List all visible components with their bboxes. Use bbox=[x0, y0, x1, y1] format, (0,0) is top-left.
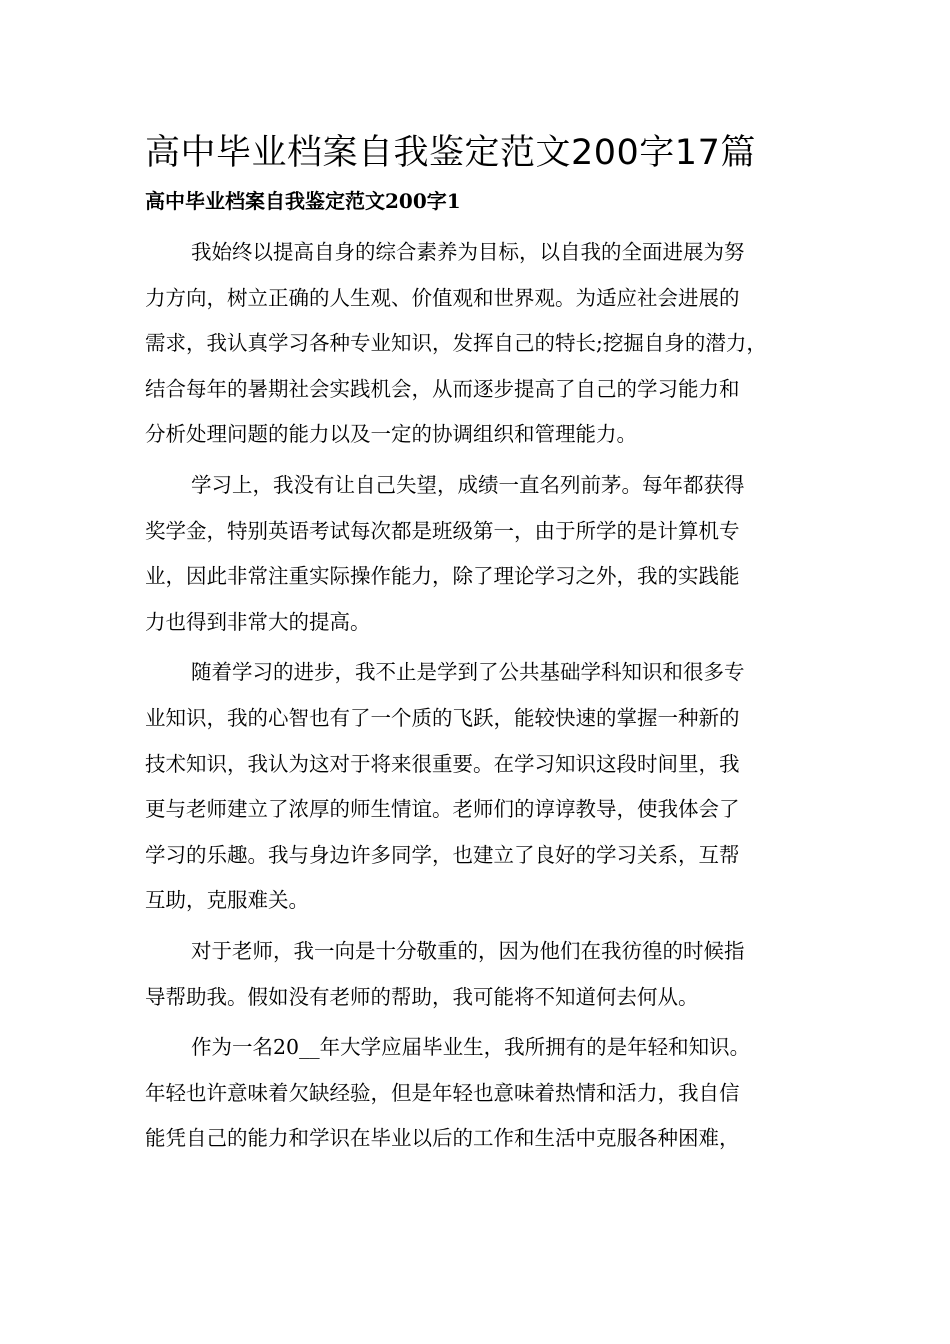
paragraph-line: 年轻也许意味着欠缺经验，但是年轻也意味着热情和活力，我自信 bbox=[145, 1080, 740, 1105]
paragraph-line: 力方向，树立正确的人生观、价值观和世界观。为适应社会进展的 bbox=[145, 285, 740, 310]
paragraph-line: 我始终以提高自身的综合素养为目标，以自我的全面进展为努 bbox=[191, 240, 745, 264]
paragraph-line: 业，因此非常注重实际操作能力，除了理论学习之外，我的实践能 bbox=[145, 564, 740, 589]
paragraph-line: 力也得到非常大的提高。 bbox=[145, 609, 371, 634]
paragraph-line: 导帮助我。假如没有老师的帮助，我可能将不知道何去何从。 bbox=[145, 984, 699, 1009]
section-heading: 高中毕业档案自我鉴定范文200字1 bbox=[145, 189, 461, 213]
document-title: 高中毕业档案自我鉴定范文200字17篇 bbox=[145, 133, 756, 173]
paragraph-line: 能凭自己的能力和学识在毕业以后的工作和生活中克服各种困难， bbox=[145, 1126, 740, 1151]
paragraph-1 bbox=[145, 230, 810, 458]
paragraph-line: 更与老师建立了浓厚的师生情谊。老师们的谆谆教导，使我体会了 bbox=[145, 797, 740, 822]
paragraph-4 bbox=[145, 929, 810, 1020]
paragraph-line: 技术知识，我认为这对于将来很重要。在学习知识这段时间里，我 bbox=[145, 751, 740, 776]
paragraph-line: 随着学习的进步，我不止是学到了公共基础学科知识和很多专 bbox=[191, 660, 745, 685]
paragraph-line: 需求，我认真学习各种专业知识，发挥自己的特长;挖掘自身的潜力， bbox=[145, 331, 767, 356]
paragraph-line: 奖学金，特别英语考试每次都是班级第一，由于所学的是计算机专 bbox=[145, 518, 740, 543]
paragraph-5 bbox=[145, 1025, 810, 1162]
paragraph-2 bbox=[145, 463, 810, 645]
paragraph-line: 作为一名20__年大学应届毕业生，我所拥有的是年轻和知识。 bbox=[191, 1035, 751, 1060]
paragraph-line: 对于老师，我一向是十分敬重的，因为他们在我彷徨的时候指 bbox=[191, 938, 745, 963]
paragraph-line: 互助，克服难关。 bbox=[145, 888, 309, 913]
paragraph-line: 学习上，我没有让自己失望，成绩一直名列前茅。每年都获得 bbox=[191, 472, 745, 497]
document-body bbox=[145, 230, 810, 1162]
paragraph-line: 结合每年的暑期社会实践机会，从而逐步提高了自己的学习能力和 bbox=[145, 376, 740, 401]
paragraph-line: 分析处理问题的能力以及一定的协调组织和管理能力。 bbox=[145, 422, 637, 447]
paragraph-line: 学习的乐趣。我与身边许多同学，也建立了良好的学习关系，互帮 bbox=[145, 842, 740, 867]
paragraph-3 bbox=[145, 650, 810, 924]
paragraph-line: 业知识，我的心智也有了一个质的飞跃，能较快速的掌握一种新的 bbox=[145, 705, 740, 730]
